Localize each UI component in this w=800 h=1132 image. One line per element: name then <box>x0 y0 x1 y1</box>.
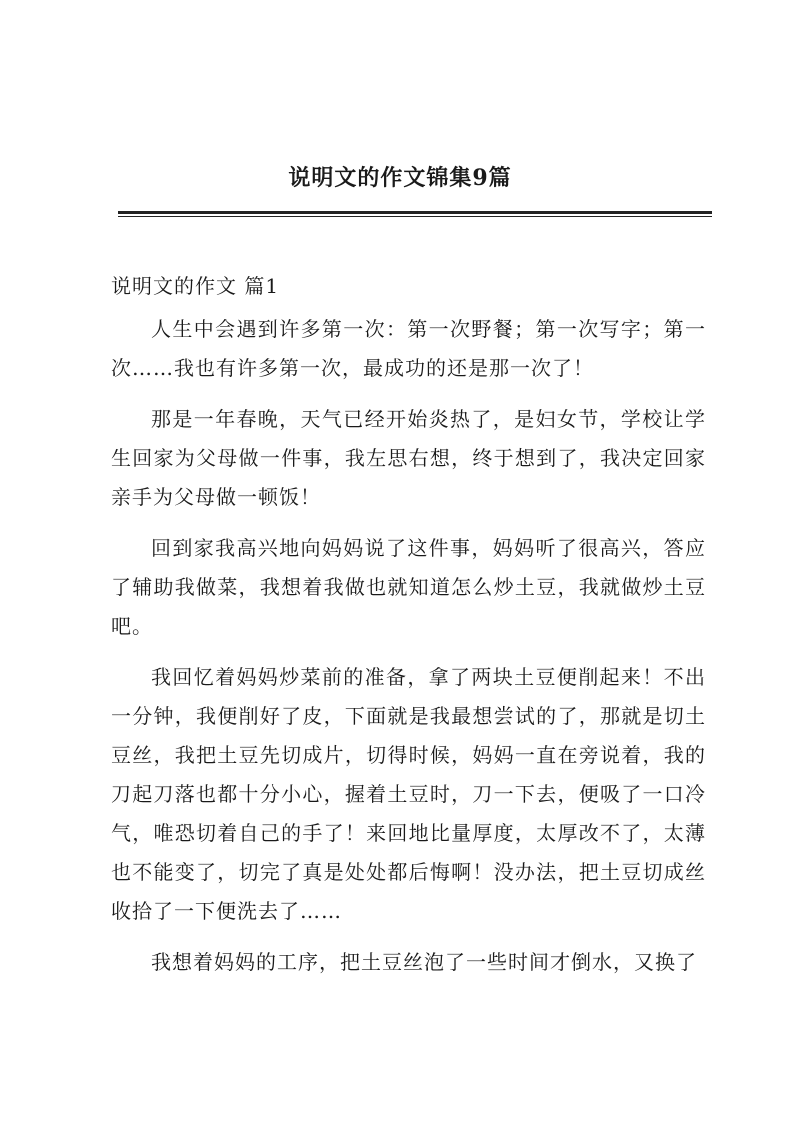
paragraph-2: 那是一年春晚，天气已经开始炎热了，是妇女节，学校让学生回家为父母做一件事，我左思右想，终于想到了，我决定回家亲手为父母做一顿饭！ <box>111 407 706 509</box>
document-title: 说明文的作文锦集9篇 <box>288 165 512 191</box>
document-body <box>111 266 706 994</box>
title-divider-thick <box>118 211 712 214</box>
title-divider-thin <box>118 216 712 217</box>
paragraph-5: 我想着妈妈的工序，把土豆丝泡了一些时间才倒水，又换了 <box>151 950 697 974</box>
paragraph-3: 回到家我高兴地向妈妈说了这件事，妈妈听了很高兴，答应了辅助我做菜，我想着我做也就知道怎么炒土豆，我就做炒土豆吧。 <box>111 536 706 638</box>
paragraph-4: 我回忆着妈妈炒菜前的准备，拿了两块土豆便削起来！不出一分钟，我便削好了皮，下面就是我最想尝试的了，那就是切土豆丝，我把土豆先切成片，切得时候，妈妈一直在旁说着，我的刀起刀落也都十分小心，握着土豆时，刀一下去，便吸了一口冷气，唯恐切着自己的手了！来回地比量厚度，太厚改不了，太薄也不能变了，切完了真是处处都后悔啊！没办法，把土豆切成丝收拾了一下便洗去了…… <box>111 665 706 923</box>
section-heading: 说明文的作文 篇1 <box>111 274 280 298</box>
paragraph-1: 人生中会遇到许多第一次：第一次野餐；第一次写字；第一次……我也有许多第一次，最成功的还是那一次了！ <box>111 317 706 380</box>
